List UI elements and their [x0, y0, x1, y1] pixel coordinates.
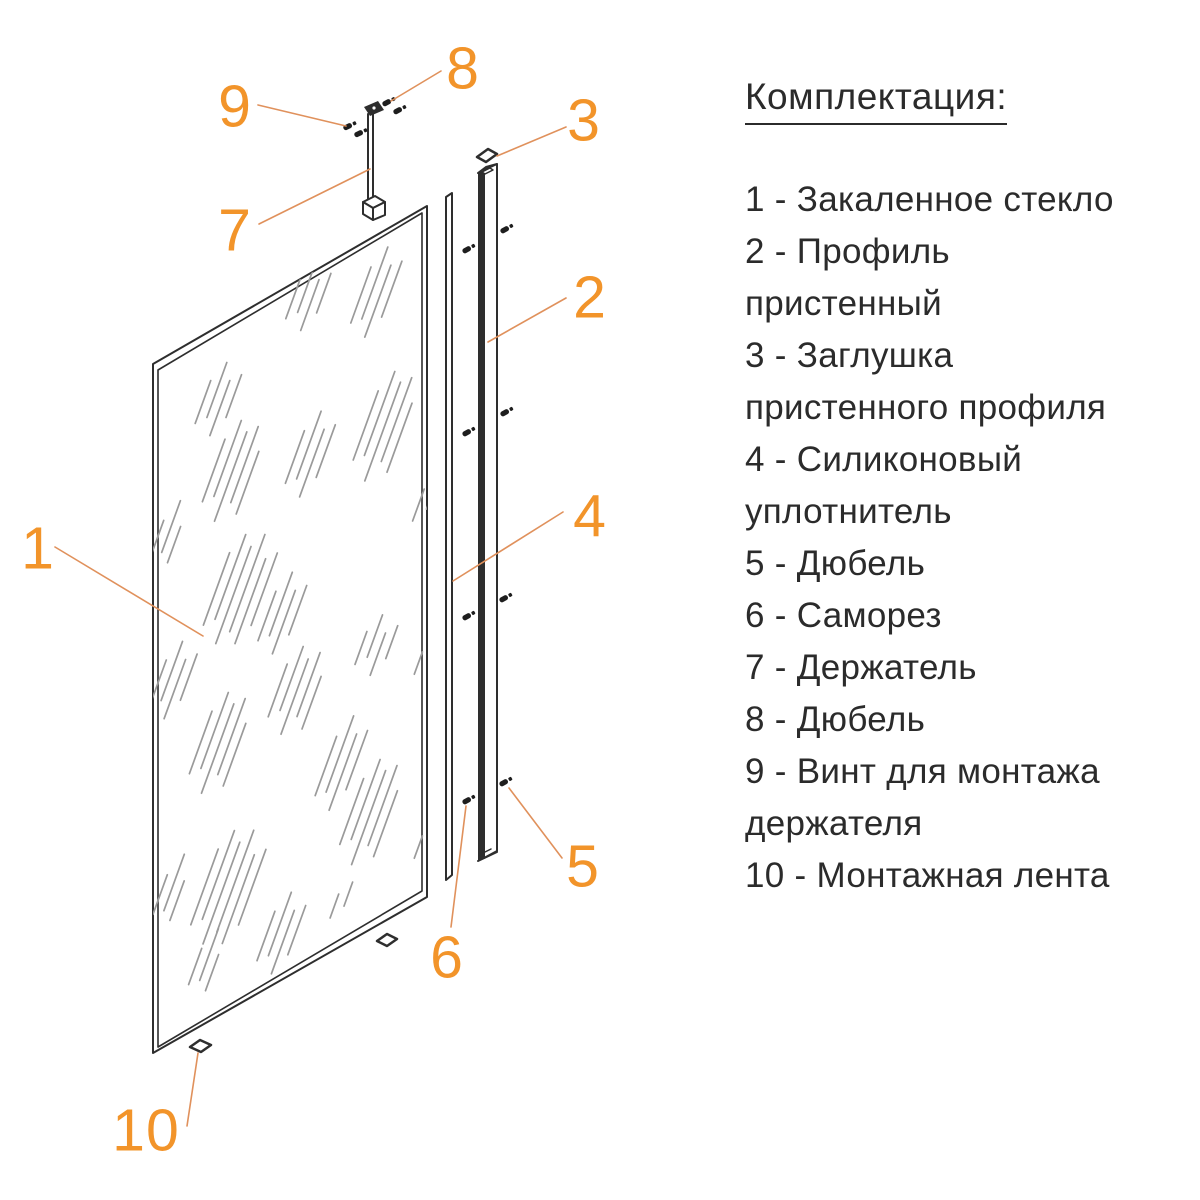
- leader-line-5: [509, 788, 562, 858]
- legend-line-3: пристенный: [745, 284, 942, 323]
- holder-screw-icon: [353, 127, 368, 138]
- legend-line-12: 9 - Винт для монтажа: [745, 752, 1100, 791]
- leader-line-7: [259, 169, 370, 224]
- leader-line-9: [258, 105, 346, 126]
- leader-line-6: [451, 806, 466, 927]
- legend-line-1: 1 - Закаленное стекло: [745, 180, 1114, 219]
- dowel-icon: [381, 96, 396, 107]
- legend-line-2: 2 - Профиль: [745, 232, 950, 271]
- legend-lines: [745, 174, 1197, 902]
- leader-line-8: [391, 71, 441, 101]
- profile-cap: [477, 149, 497, 162]
- callout-number-1: 1: [21, 515, 55, 582]
- legend: [745, 76, 1197, 895]
- leader-line-4: [453, 512, 563, 581]
- legend-line-11: 8 - Дюбель: [745, 700, 926, 739]
- self-tapping-screw-icon: [462, 243, 477, 254]
- leader-line-2: [488, 298, 566, 342]
- legend-line-5: пристенного профиля: [745, 388, 1107, 427]
- dowel-icon: [499, 776, 514, 787]
- callout-number-2: 2: [573, 264, 607, 331]
- leader-line-10: [187, 1053, 198, 1126]
- legend-line-6: 4 - Силиконовый: [745, 440, 1023, 479]
- legend-line-7: уплотнитель: [745, 492, 952, 531]
- callout-number-8: 8: [446, 35, 480, 102]
- legend-line-14: 10 - Монтажная лента: [745, 856, 1110, 895]
- callout-number-4: 4: [573, 483, 607, 550]
- self-tapping-screw-icon: [462, 794, 477, 805]
- dowel-icon: [499, 592, 514, 603]
- legend-line-9: 6 - Саморез: [745, 596, 942, 635]
- leader-line-3: [497, 127, 566, 156]
- legend-title: Комплектация:: [745, 76, 1007, 125]
- callout-number-10: 10: [112, 1097, 180, 1164]
- legend-line-4: 3 - Заглушка: [745, 336, 954, 375]
- legend-line-10: 7 - Держатель: [745, 648, 977, 687]
- callout-number-3: 3: [567, 87, 601, 154]
- dowel-icon: [500, 406, 515, 417]
- holder: [363, 101, 385, 220]
- callout-number-9: 9: [218, 73, 252, 140]
- callout-number-6: 6: [430, 924, 464, 991]
- callout-number-7: 7: [218, 197, 252, 264]
- legend-line-13: держателя: [745, 804, 923, 843]
- silicone-seal: [446, 193, 452, 880]
- dowel-icon: [392, 104, 407, 115]
- self-tapping-screw-icon: [462, 610, 477, 621]
- wall-profile: [478, 164, 497, 861]
- self-tapping-screw-icon: [462, 426, 477, 437]
- legend-line-8: 5 - Дюбель: [745, 544, 926, 583]
- dowel-icon: [500, 223, 515, 234]
- callout-number-5: 5: [566, 833, 600, 900]
